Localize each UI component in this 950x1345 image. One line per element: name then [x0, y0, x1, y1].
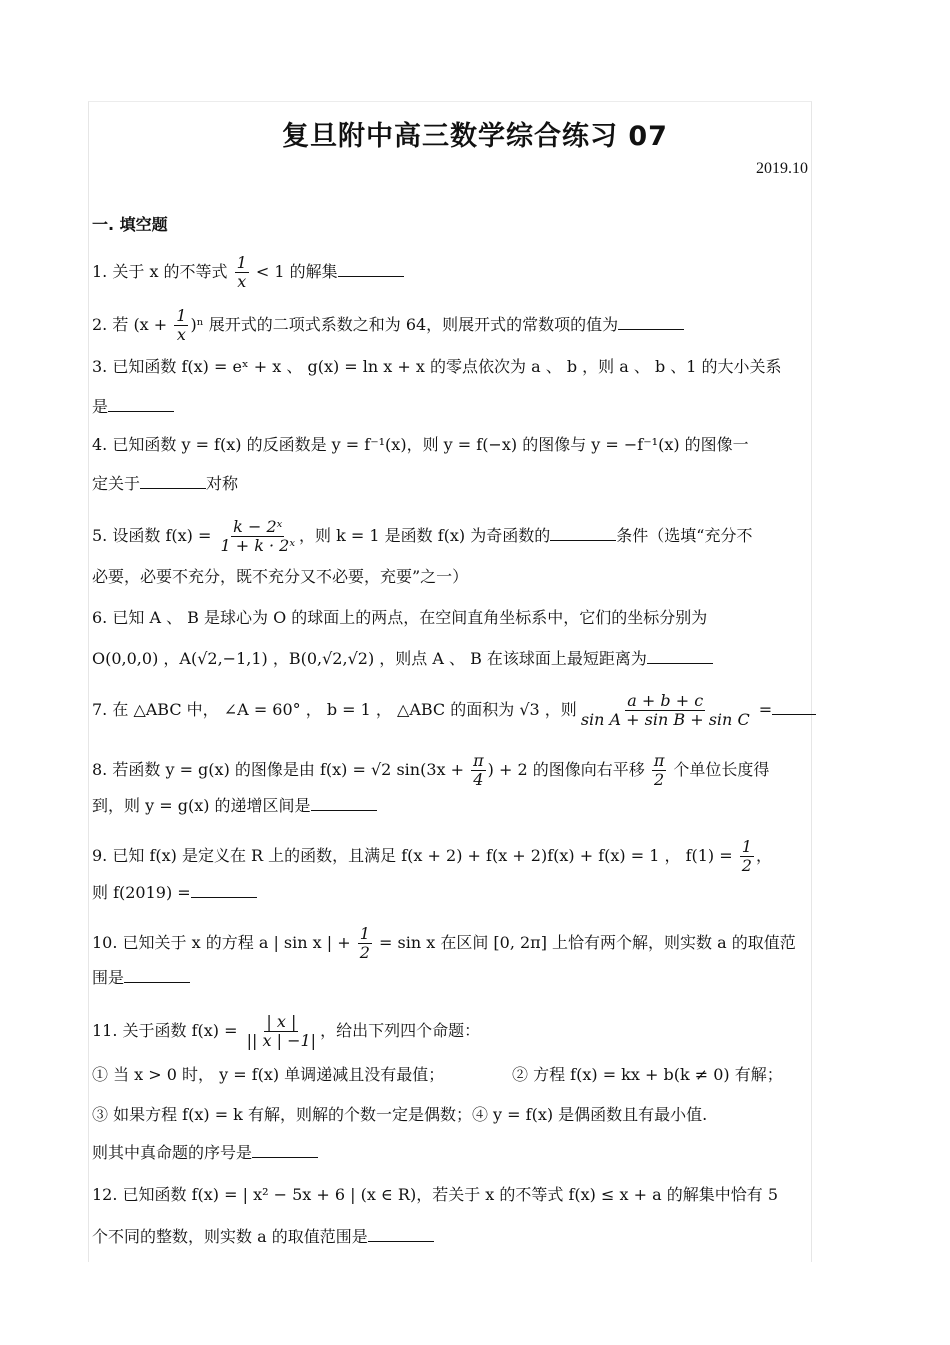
question-11-option-2: ② 方程 f(x) = kx + b(k ≠ 0) 有解；: [512, 1065, 783, 1084]
question-11: 11. 关于函数 f(x) = $\frac{| x |}{|| x | -1|}$ ，给出下列四个命题：: [92, 1012, 481, 1050]
question-8-cont: 到，则 y = g(x) 的递增区间是: [92, 795, 808, 817]
question-2: 2. 若 (x + $\frac{1}{x}$ )ⁿ 展开式的二项式系数之和为 64，则展开式的常数项的值为: [92, 307, 808, 344]
question-6: 6. 已知 A 、 B 是球心为 O 的球面上的两点，在空间直角坐标系中，它们的坐标分别为: [92, 608, 708, 627]
answer-blank[interactable]: [140, 474, 206, 489]
question-6-cont: O(0,0,0) ，A(√2,−1,1) ，B(0,√2,√2) ，则点 A 、 B 在该球面上最短距离为: [92, 648, 808, 670]
fraction: $\frac{| x |}{|| x | -1|}$: [246, 1012, 317, 1050]
date: 2019.10: [756, 160, 808, 177]
question-9: 9. 已知 f(x) 是定义在 R 上的函数，且满足 f(x + 2) + f(x + 2)f(x) + f(x) = 1 ， f(1) = $\frac{1}{2}$ ，: [92, 837, 772, 875]
fraction: $\frac{1}{2}$: [359, 924, 370, 962]
fraction: $\frac{\pi}{2}$: [653, 751, 665, 789]
fraction: $\frac{1}{2}$: [741, 837, 752, 875]
question-12: 12. 已知函数 f(x) = | x² − 5x + 6 | (x ∈ R)，若关于 x 的不等式 f(x) ≤ x + a 的解集中恰有 5: [92, 1185, 778, 1204]
question-1: 1. 关于 x 的不等式 $\frac{1}{x}$ < 1 的解集: [92, 254, 808, 291]
question-3: 3. 已知函数 f(x) = eˣ + x 、 g(x) = ln x + x 的零点依次为 a 、 b ，则 a 、 b 、1 的大小关系: [92, 357, 782, 376]
question-10-cont: 围是: [92, 967, 808, 989]
fraction: $\frac{1}{x}$: [176, 306, 187, 344]
fraction: $\frac{1}{x}$: [236, 253, 247, 291]
answer-blank[interactable]: [311, 796, 377, 811]
question-12-cont: 个不同的整数，则实数 a 的取值范围是: [92, 1226, 808, 1248]
question-4-cont: 定关于 对称: [92, 474, 239, 493]
page-title: 复旦附中高三数学综合练习 07: [282, 121, 668, 152]
question-5-cont: 必要，必要不充分，既不充分又不必要，充要”之一）: [92, 567, 469, 586]
question-3-cont: 是: [92, 396, 808, 418]
fraction: $\frac{a + b + c}{\text{sin A + sin B + sin C}}$: [580, 691, 750, 729]
question-4: 4. 已知函数 y = f(x) 的反函数是 y = f⁻¹(x)，则 y = f(−x) 的图像与 y = −f⁻¹(x) 的图像一: [92, 435, 749, 454]
answer-blank[interactable]: [772, 700, 816, 715]
answer-blank[interactable]: [368, 1227, 434, 1242]
answer-blank[interactable]: [124, 968, 190, 983]
question-11-options-3-4: ③ 如果方程 f(x) = k 有解，则解的个数一定是偶数；④ y = f(x) 是偶函数且有最小值.: [92, 1105, 708, 1124]
question-5: 5. 设函数 f(x) = $\frac{\text{k − 2ˣ}}{\text{1 + k · 2ˣ}}$ ，则 k = 1 是函数 f(x) 为奇函数的 条件（选填“充分不: [92, 517, 753, 555]
answer-blank[interactable]: [647, 649, 713, 664]
answer-blank[interactable]: [338, 262, 404, 277]
question-9-cont: 则 f(2019) =: [92, 882, 808, 904]
question-11-option-1: ① 当 x > 0 时， y = f(x) 单调递减且没有最值；: [92, 1065, 445, 1084]
question-8: 8. 若函数 y = g(x) 的图像是由 f(x) = √2 sin(3x + $\frac{\pi}{4}$ ) + 2 的图像向右平移 $\frac{\pi}{2}$ 个单位长度得: [92, 751, 770, 789]
answer-blank[interactable]: [618, 315, 684, 330]
answer-blank[interactable]: [191, 883, 257, 898]
question-10: 10. 已知关于 x 的方程 a | sin x | + $\frac{1}{2}$ = sin x 在区间 [0, 2π] 上恰有两个解，则实数 a 的取值范: [92, 924, 796, 962]
fraction: $\frac{\pi}{4}$: [473, 751, 484, 789]
fraction: $\frac{\text{k − 2ˣ}}{\text{1 + k · 2ˣ}}$: [220, 517, 296, 555]
answer-blank[interactable]: [108, 397, 174, 412]
question-7: 7. 在 △ABC 中， ∠A = 60° ， b = 1 ， △ABC 的面积为 √3 ，则 $\frac{a + b + c}{\text{sin A + sin B + sin C}}$ =: [92, 692, 808, 729]
question-11-prompt: 则其中真命题的序号是: [92, 1142, 808, 1164]
answer-blank[interactable]: [550, 526, 616, 541]
section-heading: 一. 填空题: [92, 215, 168, 234]
answer-blank[interactable]: [252, 1143, 318, 1158]
